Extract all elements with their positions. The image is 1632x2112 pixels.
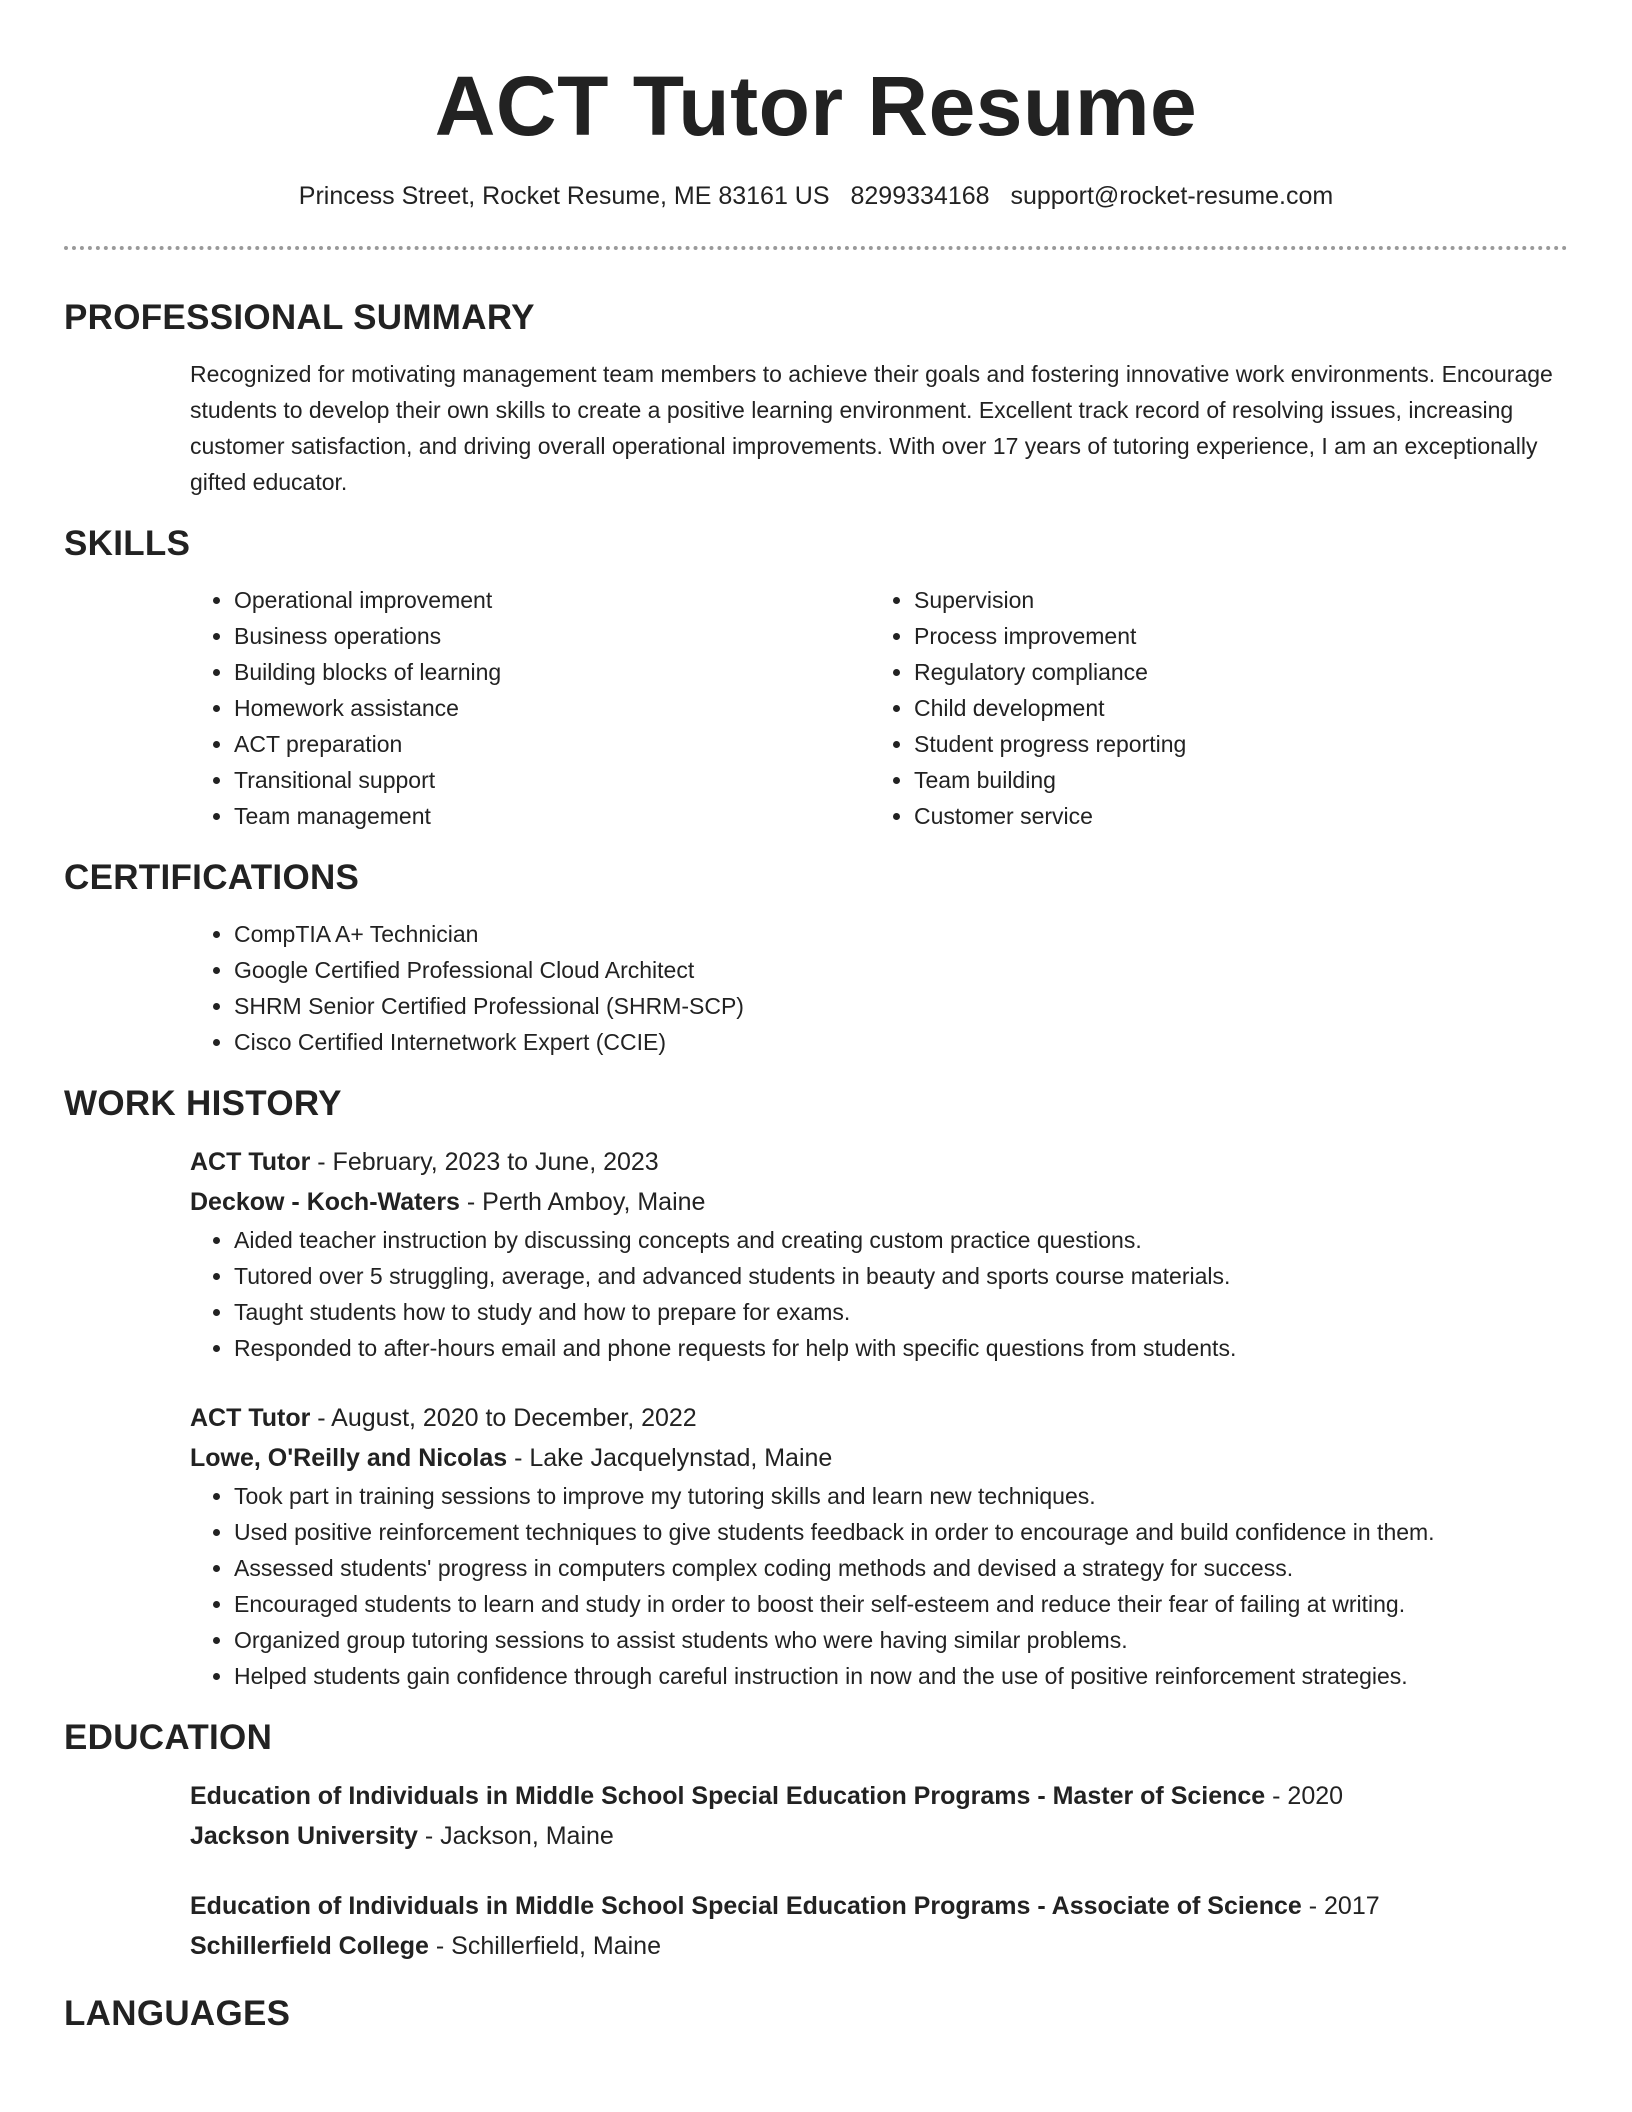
- job-dates: - August, 2020 to December, 2022: [310, 1404, 697, 1432]
- job-bullet: • Organized group tutoring sessions to assist students who were having similar problems.: [234, 1622, 1568, 1658]
- job-bullet: • Responded to after-hours email and phone requests for help with specific questions from students.: [234, 1330, 1568, 1366]
- summary-section: [64, 356, 1568, 500]
- education-school-line: [190, 1926, 1568, 1966]
- certification-item: • CompTIA A+ Technician: [234, 916, 1568, 952]
- work-heading: WORK HISTORY: [64, 1084, 342, 1123]
- education-location: - Schillerfield, Maine: [428, 1932, 661, 1960]
- certification-item: • SHRM Senior Certified Professional (SHRM-SCP): [234, 988, 1568, 1024]
- job-company-line: [190, 1182, 1568, 1222]
- job-bullets: [190, 1478, 1568, 1694]
- job-bullet: • Helped students gain confidence through careful instruction in now and the use of positive reinforcement strategies.: [234, 1658, 1568, 1694]
- contact-line: [64, 180, 1568, 212]
- education-school: Jackson University: [190, 1822, 418, 1850]
- education-year: - 2020: [1265, 1782, 1344, 1810]
- education-degree-line: [190, 1776, 1568, 1816]
- languages-heading: LANGUAGES: [64, 1994, 291, 2033]
- education-location: - Jackson, Maine: [417, 1822, 614, 1850]
- education-heading: EDUCATION: [64, 1718, 273, 1757]
- job-location: - Perth Amboy, Maine: [459, 1188, 706, 1216]
- education-section: [64, 1776, 1568, 1966]
- skill-item: • ACT preparation: [234, 726, 870, 762]
- education-entry: [190, 1886, 1568, 1966]
- job-bullet: • Aided teacher instruction by discussing concepts and creating custom practice questions.: [234, 1222, 1568, 1258]
- job-dates: - February, 2023 to June, 2023: [310, 1148, 659, 1176]
- education-degree: Education of Individuals in Middle School Special Education Programs - Master of Science: [190, 1782, 1266, 1810]
- education-school: Schillerfield College: [190, 1932, 429, 1960]
- education-school-line: [190, 1816, 1568, 1856]
- resume-page: [64, 0, 1568, 2036]
- skill-item: • Customer service: [914, 798, 1550, 834]
- skill-item: • Operational improvement: [234, 582, 870, 618]
- job-company-line: [190, 1438, 1568, 1478]
- certifications-section: [64, 916, 1568, 1060]
- education-degree-line: [190, 1886, 1568, 1926]
- job-entry: [190, 1142, 1568, 1366]
- header-divider: [64, 246, 1568, 250]
- skill-item: • Regulatory compliance: [914, 654, 1550, 690]
- skill-item: • Business operations: [234, 618, 870, 654]
- job-bullet: • Encouraged students to learn and study in order to boost their self-esteem and reduce their fear of failing at writing.: [234, 1586, 1568, 1622]
- job-company: Deckow - Koch-Waters: [190, 1188, 460, 1216]
- skills-heading: SKILLS: [64, 524, 191, 563]
- contact-phone: 8299334168: [850, 182, 990, 210]
- job-title: ACT Tutor: [190, 1404, 311, 1432]
- job-bullet: • Used positive reinforcement techniques to give students feedback in order to encourage and build confidence in them.: [234, 1514, 1568, 1550]
- skill-item: • Homework assistance: [234, 690, 870, 726]
- skill-item: • Supervision: [914, 582, 1550, 618]
- certifications-list: [190, 916, 1568, 1060]
- job-company: Lowe, O'Reilly and Nicolas: [190, 1444, 508, 1472]
- education-degree: Education of Individuals in Middle School Special Education Programs - Associate of Science: [190, 1892, 1302, 1920]
- resume-title: ACT Tutor Resume: [434, 59, 1198, 153]
- job-bullet: • Taught students how to study and how to prepare for exams.: [234, 1294, 1568, 1330]
- job-bullet: • Assessed students' progress in computers complex coding methods and devised a strategy for success.: [234, 1550, 1568, 1586]
- contact-email[interactable]: support@rocket-resume.com: [1010, 182, 1334, 210]
- skill-item: • Team management: [234, 798, 870, 834]
- skills-list-left: [190, 582, 870, 834]
- job-title: ACT Tutor: [190, 1148, 311, 1176]
- skill-item: • Process improvement: [914, 618, 1550, 654]
- certification-item: • Google Certified Professional Cloud Architect: [234, 952, 1568, 988]
- contact-address: Princess Street, Rocket Resume, ME 83161 US: [298, 182, 830, 210]
- summary-text: Recognized for motivating management team members to achieve their goals and fostering innovative work environments. Encourage students to develop their own skills to create a positive learning environment. Excellent track record of resolving issues, increasing customer satisfaction, and driving overall operational improvements. With over 17 years of tutoring experience, I am an exceptionally gifted educator.: [190, 361, 1553, 495]
- work-section: [64, 1142, 1568, 1694]
- skill-item: • Team building: [914, 762, 1550, 798]
- skill-item: • Student progress reporting: [914, 726, 1550, 762]
- skills-column-left: [190, 582, 870, 834]
- job-bullet: • Took part in training sessions to improve my tutoring skills and learn new techniques.: [234, 1478, 1568, 1514]
- education-year: - 2017: [1301, 1892, 1380, 1920]
- job-bullet: • Tutored over 5 struggling, average, and advanced students in beauty and sports course materials.: [234, 1258, 1568, 1294]
- skills-grid: [190, 582, 1568, 834]
- summary-heading: PROFESSIONAL SUMMARY: [64, 298, 535, 337]
- skills-section: [64, 582, 1568, 834]
- skills-list-right: [870, 582, 1550, 834]
- job-entry: [190, 1398, 1568, 1694]
- job-bullets: [190, 1222, 1568, 1366]
- skill-item: • Child development: [914, 690, 1550, 726]
- certifications-heading: CERTIFICATIONS: [64, 858, 360, 897]
- skill-item: • Transitional support: [234, 762, 870, 798]
- job-title-line: [190, 1398, 1568, 1438]
- skills-column-right: [870, 582, 1550, 834]
- job-location: - Lake Jacquelynstad, Maine: [507, 1444, 833, 1472]
- job-title-line: [190, 1142, 1568, 1182]
- education-entry: [190, 1776, 1568, 1856]
- skill-item: • Building blocks of learning: [234, 654, 870, 690]
- certification-item: • Cisco Certified Internetwork Expert (CCIE): [234, 1024, 1568, 1060]
